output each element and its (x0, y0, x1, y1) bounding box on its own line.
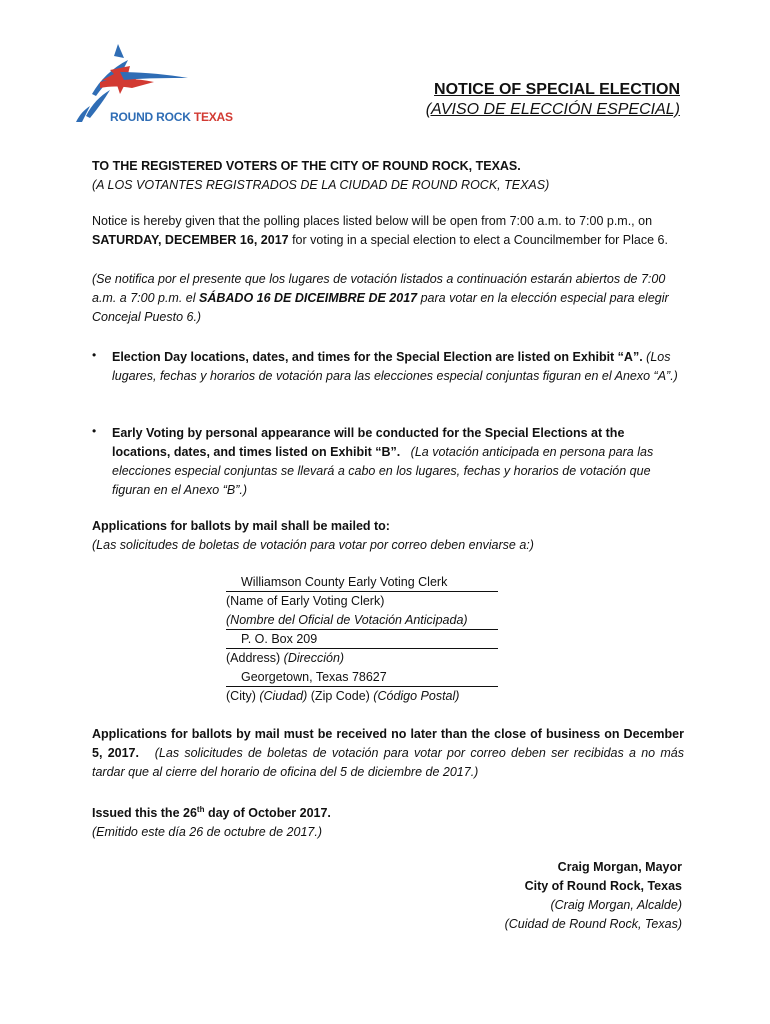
logo-text (110, 110, 233, 124)
signature-name: Craig Morgan, Mayor (557, 860, 682, 874)
bullet-marker: • (92, 348, 97, 362)
clerk-label-es: (Nombre del Oficial de Votación Anticipada) (226, 611, 498, 630)
notice-es-date: SÁBADO 16 DE DICEIMBRE DE 2017 (199, 291, 418, 305)
clerk-label-en: (Name of Early Voting Clerk) (226, 594, 385, 608)
notice-en-post: for voting in a special election to elect a Councilmember for Place 6. (288, 233, 668, 247)
logo-text-red: TEXAS (193, 110, 233, 124)
mail-heading (92, 517, 692, 555)
bullet-item (92, 424, 684, 500)
deadline-paragraph (92, 725, 684, 782)
bullet-es: (Los lugares, fechas y horarios de votación para las elecciones especial conjuntas figuran en el Anexo “A”.) (112, 350, 678, 383)
notice-es-pre: (Se notifica por el presente que los lugares de votación listados a continuación estarán abiertos de 7:00 a.m. a 7:00 p.m. el (92, 272, 666, 305)
zip-label-en: (Zip Code) (310, 689, 370, 703)
city-label-en: (City) (226, 689, 256, 703)
mail-heading-es: (Las solicitudes de boletas de votación para votar por correo deben enviarse a:) (92, 538, 534, 552)
title-es: (AVISO DE ELECCIÓN ESPECIAL) (425, 101, 680, 118)
issued-en-pre: Issued this the 26 (92, 806, 197, 821)
bullet-en: Early Voting by personal appearance will be conducted for the Special Elections at the locations, dates, and times listed on Exhibit “B”. (112, 426, 625, 459)
issued-date (92, 800, 684, 842)
recipients-en: TO THE REGISTERED VOTERS OF THE CITY OF ROUND ROCK, TEXAS. (92, 159, 521, 173)
signature-name-es: (Craig Morgan, Alcalde) (550, 898, 682, 912)
signature-org: City of Round Rock, Texas (524, 879, 682, 893)
logo-text-blue: ROUND ROCK (110, 110, 191, 124)
deadline-es: (Las solicitudes de boletas de votación para votar por correo deben ser recibidas a no más tardar que al cierre del horario de oficina del 5 de diciembre de 2017.) (92, 746, 684, 779)
star-swoosh-icon (70, 42, 250, 142)
document-title (420, 80, 680, 120)
notice-paragraph-es (92, 270, 684, 327)
recipients (92, 157, 692, 195)
round-rock-logo (70, 42, 250, 142)
bullet-item (92, 348, 684, 386)
recipients-es: (A LOS VOTANTES REGISTRADOS DE LA CIUDAD DE ROUND ROCK, TEXAS) (92, 178, 550, 192)
notice-en-pre: Notice is hereby given that the polling places listed below will be open from 7:00 a.m. to 7:00 p.m., on (92, 214, 653, 228)
clerk-value: Williamson County Early Voting Clerk (226, 573, 498, 592)
bullet-en: Election Day locations, dates, and times for the Special Election are listed on Exhibit “A”. (112, 350, 643, 364)
address-label-en: (Address) (226, 651, 281, 665)
bullet-es: (La votación anticipada en persona para las elecciones especial conjuntas se llevará a cabo en los lugares, fechas y horarios de votación que figuran en el Anexo “B”.) (112, 445, 654, 497)
notice-es-post: para votar en la elección especial para elegir Concejal Puesto 6.) (92, 291, 669, 324)
mailing-address (226, 573, 498, 706)
issued-es: (Emitido este día 26 de octubre de 2017.) (92, 825, 323, 840)
address-label-es: (Dirección) (283, 651, 345, 665)
city-label-es: (Ciudad) (259, 689, 308, 703)
notice-paragraph (92, 212, 684, 250)
bullet-marker: • (92, 424, 97, 438)
mail-heading-en: Applications for ballots by mail shall be mailed to: (92, 519, 390, 533)
issued-en-post: day of October 2017. (204, 806, 331, 821)
city-value: Georgetown, Texas 78627 (226, 668, 498, 687)
signature-org-es: (Cuidad de Round Rock, Texas) (504, 917, 682, 931)
deadline-en: Applications for ballots by mail must be received no later than the close of business on December 5, 2017. (92, 727, 684, 760)
signature-block (380, 858, 682, 934)
issued-en-sup: th (196, 805, 205, 814)
notice-en-date: SATURDAY, DECEMBER 16, 2017 (92, 233, 289, 247)
title-en: NOTICE OF SPECIAL ELECTION (434, 81, 680, 98)
zip-label-es: (Código Postal) (373, 689, 460, 703)
address-value: P. O. Box 209 (226, 630, 498, 649)
